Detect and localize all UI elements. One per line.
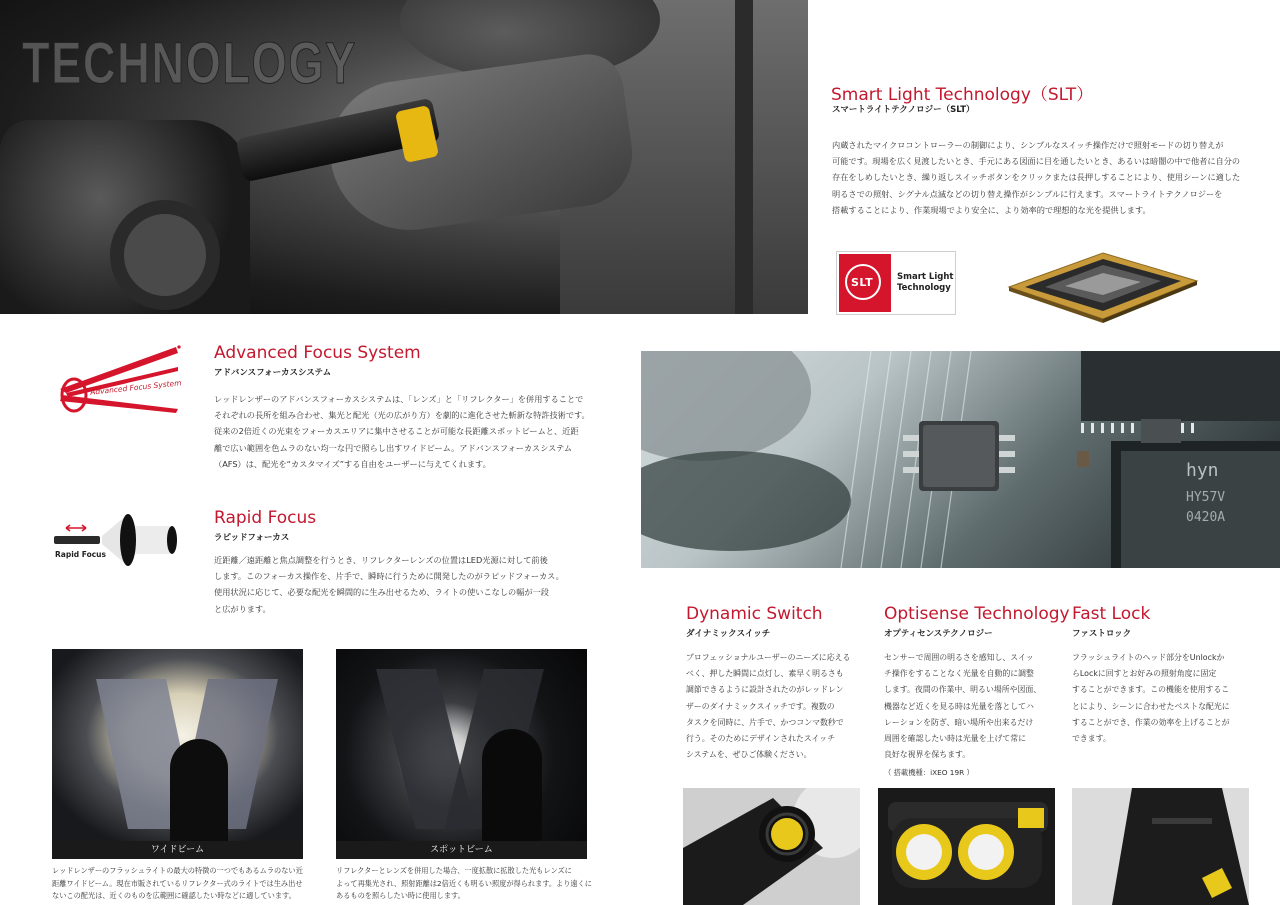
dynamic-line: タスクを同時に、片手で、かつコンマ数秒で [686,717,844,727]
slt-logo-word-1: Smart Light [897,272,954,282]
wide-line: ないこの配光は、近くのものを広範囲に確認したい時などに適しています。 [52,891,296,900]
optisense-line: します。夜間の作業中、明るい場所や図面、 [884,685,1042,695]
fastlock-line: することができます。この機能を使用するこ [1072,685,1230,695]
afs-logo-text: Advanced Focus System [89,378,182,397]
slt-line: 搭載することにより、作業現場でより安全に、より効率的で理想的な光を提供します。 [832,204,1151,215]
slt-line: 可能です。現場を広く見渡したいとき、手元にある図面に目を通したいとき、あるいは暗闇の中で他者に自分の [832,156,1241,167]
dynamic-line: ザーのダイナミックスイッチです。複数の [686,701,835,711]
rapid-line: と広がります。 [214,603,271,614]
spot-line: よって再集光され、照射距離は2倍近くも明るい照度が得られます。より遠くに [336,878,592,888]
slt-line: 内蔵されたマイクロコントローラーの制御により、シンプルなスイッチ操作だけで照射モードの切り替えが [832,140,1224,150]
dynamic-line: 行う。そのためにデザインされたスイッチ [686,734,836,744]
slt-logo-wordmark [897,272,953,294]
dynamic-line: プロフェッショナルユーザーのニーズに応える [686,653,851,662]
rapid-subtitle: ラピッドフォーカス [214,533,290,543]
rapid-line: 近距離／遠距離と焦点調整を行うとき、リフレクターレンズの位置はLED光源に対して前後 [214,555,548,565]
slt-subtitle: スマートライトテクノロジー（SLT） [832,105,975,115]
rapid-focus-logo-text: Rapid Focus [55,550,106,559]
optisense-line: レーションを防ぎ、暗い場所や出来るだけ [884,717,1034,727]
wide-beam-photo [52,649,303,859]
wide-beam-caption [52,865,312,903]
hero-photo [0,0,808,314]
fastlock-flashlight-photo [1072,788,1249,905]
optisense-line: 機器など近くを見る時は光量を落としてハ [884,701,1034,711]
wide-line: 距離ワイドビーム。現在市販されているリフレクター式のライトでは生み出せ [52,878,303,888]
afs-line: 離で広い範囲を色ムラのない均一な円で照らし出すワイドビーム。アドバンスフォーカスシステム [214,442,573,453]
svg-text:0420A: 0420A [1186,510,1226,525]
circuit-board-photo [641,351,1280,568]
spot-beam-caption [336,865,596,903]
fastlock-title: Fast Lock [1072,604,1151,624]
afs-line: それぞれの長所を組み合わせ、集光と配光（光の広がり方）を劇的に進化させた斬新な特許技術です。 [214,410,590,421]
afs-title: Advanced Focus System [214,343,421,363]
lamp-stand [735,0,753,314]
slt-logo-mark: SLT [851,276,874,289]
optisense-line: 周囲を確認したい時は光量を上げて常に [884,734,1027,744]
afs-line: レッドレンザーのアドバンスフォーカスシステムは、「レンズ」と「リフレクター」を併用することで [214,394,584,404]
slt-logo [836,251,956,315]
spot-beam-label: スポットビーム [336,841,587,859]
fastlock-line: することができ、作業の効率を上げることが [1072,717,1230,727]
spot-line: リフレクターとレンズを併用した場合、一度拡散に拡散した光もレンズに [336,866,572,875]
dynamic-switch-photo [683,788,860,905]
wide-line: レッドレンザーのフラッシュライトの最大の特徴の一つでもあるムラのない近 [52,866,303,875]
machine-gear [110,200,220,310]
optisense-line: センサーで周囲の明るさを感知し、スイッ [884,653,1034,662]
afs-line: 従来の2倍近くの光束をフォーカスエリアに集中させることが可能な長距離スポットビームと、近距 [214,426,579,437]
optisense-body [884,650,1064,782]
optisense-headlamp-photo [878,788,1055,905]
rapid-body [214,552,614,617]
rapid-title: Rapid Focus [214,508,317,528]
rapid-line: 使用状況に応じて、必要な配光を瞬間的に生み出せるため、ライトの使いこなしの幅が一段 [214,587,549,598]
slt-body [832,137,1272,218]
fastlock-line: できます。 [1072,734,1111,744]
afs-body [214,391,614,472]
rapid-line: します。このフォーカス操作を、片手で、瞬時に行うために開発したのがラピッドフォーカス。 [214,571,564,582]
afs-line: （AFS）は、配光を“カスタマイズ”する自由をユーザーに与えてくれます。 [214,458,491,469]
dynamic-subtitle: ダイナミックスイッチ [686,629,771,639]
hero-title: TECHNOLOGY [22,31,357,96]
rapid-focus-logo [52,508,182,570]
optisense-subtitle: オプティセンステクノロジー [884,629,993,639]
fastlock-body [1072,650,1272,747]
dynamic-line: 調節できるように設計されたのがレッドレン [686,685,844,695]
fastlock-line: とにより、シーンに合わせたベストな配光に [1072,701,1230,711]
optisense-line: 良好な視界を保ちます。 [884,750,971,760]
dynamic-body [686,650,866,763]
spot-beam-photo [336,649,587,859]
afs-subtitle: アドバンスフォーカスシステム [214,368,332,378]
svg-text:HY57V: HY57V [1186,490,1226,505]
dynamic-line: べく、押した瞬間に点灯し、素早く明るさも [686,669,844,679]
cpu-chip-image [1005,243,1201,323]
slt-title: Smart Light Technology（SLT） [831,85,1094,105]
slt-line: 存在をしめしたいとき、繰り返しスイッチボタンをクリックまたは長押しすることにより、使用シーンに適した [832,172,1241,183]
fastlock-line: フラッシュライトのヘッド部分をUnlockか [1072,653,1225,662]
optisense-note: （ 搭載機種：iXEO 19R ） [884,768,974,778]
slt-logo-word-2: Technology [897,283,951,293]
dynamic-line: システムを、ぜひご体験ください。 [686,750,812,760]
fastlock-subtitle: ファストロック [1072,629,1132,639]
spot-line: あるものを照らしたい時に使用します。 [336,891,465,900]
slt-line: 明るさでの照射、シグナル点滅などの切り替え操作がシンプルに行えます。スマートライトテクノロジーを [832,188,1223,199]
wide-beam-label: ワイドビーム [52,841,303,859]
svg-text:hyn: hyn [1186,460,1219,481]
afs-logo [52,343,182,423]
optisense-line: チ操作をすることなく光量を自動的に調整 [884,669,1034,679]
optisense-title: Optisense Technology [884,604,1070,624]
fastlock-line: らLockに回すとお好みの照射角度に固定 [1072,669,1217,679]
dynamic-title: Dynamic Switch [686,604,823,624]
